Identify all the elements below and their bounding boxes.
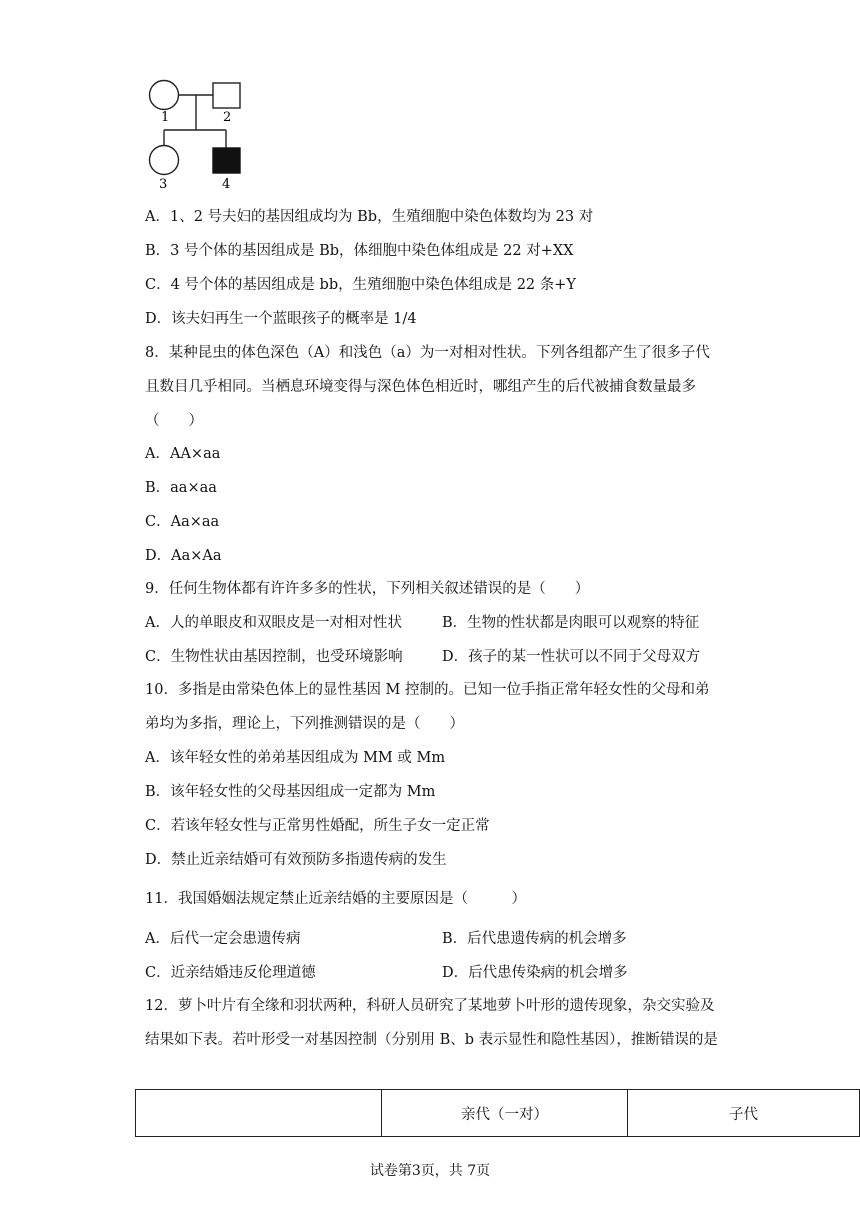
q11-option-d: D．后代患传染病的机会增多: [442, 965, 628, 981]
q8-stem: 8．某种昆虫的体色深色（A）和浅色（a）为一对相对性状。下列各组都产生了很多子代且数目几乎相同。当栖息环境变得与深色体色相近时，哪组产生的后代被捕食数量最多（ ）: [145, 345, 710, 429]
q11-option-a: A．后代一定会患遗传病: [145, 931, 301, 947]
q12-table: [135, 1089, 860, 1137]
pedigree-diagram: [140, 76, 250, 194]
q8-option-a: A．AA×aa: [145, 446, 221, 462]
table-header-parents: 亲代（一对）: [382, 1090, 628, 1137]
q10-option-c: C．若该年轻女性与正常男性婚配，所生子女一定正常: [145, 818, 490, 834]
q9-option-d: D．孩子的某一性状可以不同于父母双方: [442, 649, 701, 665]
pedigree-individual-1: [150, 81, 179, 110]
q11-options-row-1: [145, 929, 725, 949]
q10-option-a: A．该年轻女性的弟弟基因组成为 MM 或 Mm: [145, 750, 446, 766]
q8-option-d: D．Aa×Aa: [145, 548, 222, 564]
q10-option-b: B．该年轻女性的父母基因组成一定都为 Mm: [145, 784, 436, 800]
table-header-row: [136, 1090, 860, 1137]
table-header-empty: [136, 1090, 382, 1137]
pedigree-label-1: 1: [161, 110, 170, 125]
page-footer: 试卷第3页，共 7页: [369, 1163, 491, 1179]
pedigree-individual-2: [213, 83, 240, 108]
q7-option-d: D．该夫妇再生一个蓝眼孩子的概率是 1/4: [145, 311, 417, 327]
q9-options-row-1: [145, 613, 725, 633]
table-header-offspring: 子代: [628, 1090, 860, 1137]
q8-option-b: B．aa×aa: [145, 480, 217, 496]
q10-option-d: D．禁止近亲结婚可有效预防多指遗传病的发生: [145, 852, 447, 868]
q11-stem: 11．我国婚姻法规定禁止近亲结婚的主要原因是（ ）: [145, 891, 526, 907]
q7-option-c: C．4 号个体的基因组成是 bb，生殖细胞中染色体组成是 22 条+Y: [145, 277, 576, 293]
q9-option-a: A．人的单眼皮和双眼皮是一对相对性状: [145, 615, 402, 631]
q11-option-b: B．后代患遗传病的机会增多: [442, 931, 627, 947]
pedigree-individual-3: [150, 146, 179, 175]
q9-stem: 9．任何生物体都有许许多多的性状，下列相关叙述错误的是（ ）: [145, 581, 590, 597]
pedigree-label-2: 2: [223, 110, 232, 125]
q10-stem: 10．多指是由常染色体上的显性基因 M 控制的。已知一位手指正常年轻女性的父母和弟弟均为多指，理论上，下列推测错误的是（ ）: [145, 682, 710, 732]
pedigree-label-3: 3: [159, 177, 168, 192]
q9-option-b: B．生物的性状都是肉眼可以观察的特征: [442, 615, 700, 631]
q7-option-a: A．1、2 号夫妇的基因组成均为 Bb，生殖细胞中染色体数均为 23 对: [145, 209, 594, 225]
pedigree-label-4: 4: [222, 177, 231, 192]
q9-options-row-2: [145, 647, 725, 667]
pedigree-individual-4-affected: [213, 148, 240, 173]
q8-option-c: C．Aa×aa: [145, 514, 220, 530]
q11-options-row-2: [145, 963, 725, 983]
q7-option-b: B．3 号个体的基因组成是 Bb，体细胞中染色体组成是 22 对+XX: [145, 243, 574, 259]
q12-stem: 12．萝卜叶片有全缘和羽状两种，科研人员研究了某地萝卜叶形的遗传现象，杂交实验及结果如下表。若叶形受一对基因控制（分别用 B、b 表示显性和隐性基因），推断错误的是: [145, 998, 718, 1048]
q9-option-c: C．生物性状由基因控制，也受环境影响: [145, 649, 403, 665]
q11-option-c: C．近亲结婚违反伦理道德: [145, 965, 316, 981]
